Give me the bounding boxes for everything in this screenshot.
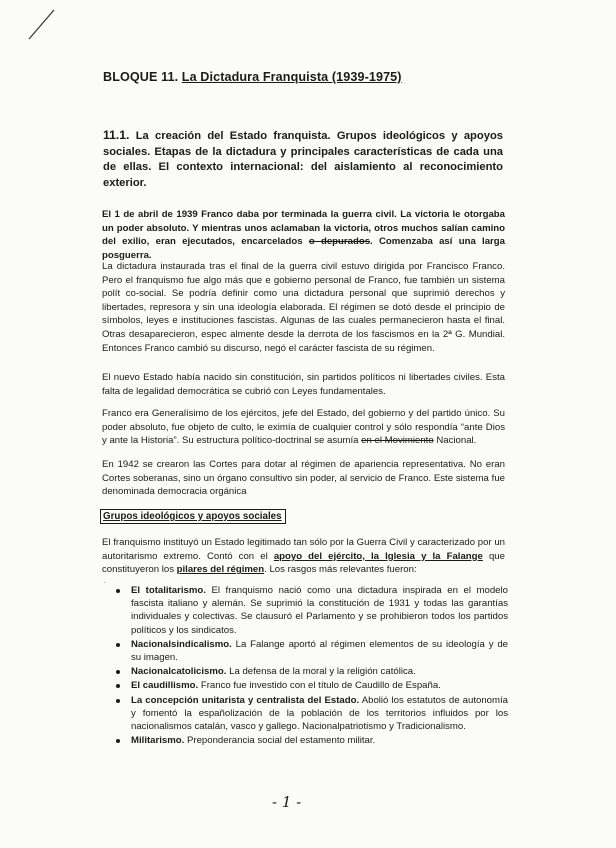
pen-stroke-mark [26,8,56,42]
list-item-term: El caudillismo. [131,680,199,692]
section-heading [103,128,503,191]
paragraph-2: La dictadura instaurada tras el final de la guerra civil estuvo dirigida por Francisco Franco. Pero el franquismo fue algo más que e gobierno personal de Franco, fue también un sistema polít co-social. Se podría definir como una dictadura personal que suprimió derechos y libertades, represora y sin una ideología elaborada. El régimen se dotó desde el principio de símbolos, leyes e instituciones fascistas. Algunas de las cuales permanecieron hasta el final. Otras desaparecieron, espec almente desde la derrota de los fascismos en la 2ª G. Mundial. Entonces Franco cambió su discurso, negó el carácter fascista de su régimen. [102,261,505,354]
list-item [116,665,508,678]
intro-pillars-support: apoyo del ejército, la Iglesia y la Falange [273,550,483,562]
list-item-text: Preponderancia social del estamento militar. [184,735,376,747]
page-title [103,70,503,84]
intro-b: que constituyeron los [102,550,505,576]
p1-strike: o depurados [308,236,371,248]
bullet-icon [116,684,120,688]
list-item-term: La concepción unitarista y centralista del Estado. [131,694,360,706]
list-item-term: El totalitarismo. [131,585,206,596]
list-item-term: Militarismo. [131,735,185,747]
list-item-text: La Falange aportó al régimen elementos de su ideología y de su imagen. [131,638,508,664]
section-number: 11.1. [103,128,130,142]
list-item [116,584,508,637]
bullet-icon [116,699,120,703]
bullet-icon [116,670,120,674]
p4-strike: en el Movimiento [361,435,434,447]
list-item-term: Nacionalcatolicismo. [131,666,227,678]
margin-tick-mark: ˙ [104,581,107,591]
title-prefix: BLOQUE 11. [103,70,179,84]
bullet-icon [116,739,120,743]
list-item-text: Abolió los estatutos de autonomía y fomentó la españolización de la población de los territorios influidos por los nacionalismos catalán, vasco y gallego. Nacionalpatriotismo y Tradicionalismo. [131,694,508,733]
intro-pillars: pilares del régimen [176,564,265,576]
p4-end: Nacional. [433,435,477,447]
list-item-text: El franquismo nació como una dictadura inspirada en el modelo fascista italiano y alemán. Se suprimió la constitución de 1931 y todas las garantías individuales y colectivas. Se clausuró el Parlamento y se prohibieron todos los partidos políticos y los sindicatos. [131,585,508,636]
section-text: La creación del Estado franquista. Grupos ideológicos y apoyos sociales. Etapas de la dictadura y principales características de cada una de ellas. El contexto internacional: del aislamiento al reconocimiento exterior. [103,130,503,189]
subheading-grupos: Grupos ideológicos y apoyos sociales [100,509,286,524]
intro-paragraph [102,536,505,577]
p1-end: . Comenzaba así una larga posguerra. [102,236,505,261]
p1-text: El 1 de abril de 1939 Franco daba por terminada la guerra civil. La victoria le otorgaba un poder absoluto. Y mientras unos aclamaban la victoria, otros muchos salían camino del exilio, eran ejecutados, encarcelados [102,209,505,248]
features-list [116,584,508,748]
bullet-icon [116,589,120,593]
list-item-term: Nacionalsindicalismo. [131,638,232,650]
paragraph-4 [102,407,505,448]
list-item [116,734,508,747]
list-item [116,694,508,734]
p4-text: Franco era Generalísimo de los ejércitos, jefe del Estado, del gobierno y del partido único. Su poder absoluto, fue objeto de culto, le eximía de cualquier control y sólo respondía “ante Dios y ante la Historia”. Su estructura político-doctrinal se asumía [102,408,505,447]
bullet-icon [116,643,120,647]
list-item-text: Franco fue investido con el título de Caudillo de España. [198,680,441,692]
list-item [116,638,508,664]
paragraph-5: En 1942 se crearon las Cortes para dotar al régimen de apariencia representativa. No eran Cortes soberanas, sino un órgano consultivo sin poder, al servicio de Franco. Este sistema fue denominada democracia orgánica [102,459,505,498]
title-text: La Dictadura Franquista (1939-1975) [181,70,402,84]
paragraph-1 [102,208,505,262]
list-item-text: La defensa de la moral y la religión católica. [226,666,416,678]
paragraph-3: El nuevo Estado había nacido sin constitución, sin partidos políticos ni libertades civiles. Esta falta de legalidad democrática se cubrió con Leyes fundamentales. [102,372,505,397]
intro-a: El franquismo instituyó un Estado legitimado tan sólo por la Guerra Civil y caracterizado por un autoritarismo extremo. Contó con el [102,537,505,562]
intro-c: . Los rasgos más relevantes fueron: [264,564,417,576]
page-number: - 1 - [272,793,302,811]
list-item [116,679,508,692]
